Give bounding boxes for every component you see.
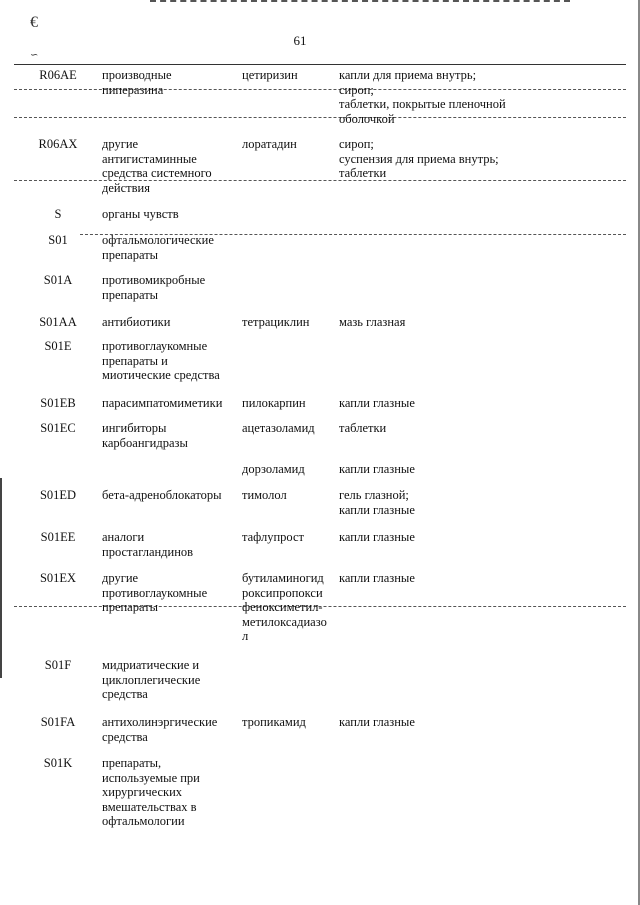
drug-name-cell (242, 273, 339, 302)
drug-name-cell (242, 97, 339, 126)
drug-name-cell (242, 396, 339, 411)
atc-code: S01EC (40, 421, 76, 435)
dosage-form-cell (339, 715, 624, 744)
atc-code-cell (16, 233, 100, 262)
atc-code: S01EB (40, 396, 76, 410)
drug-name-cell (242, 68, 339, 97)
group-name: миотические средства (102, 368, 220, 383)
group-name: офтальмологические (102, 233, 214, 247)
dosage-form-cell (339, 339, 624, 383)
drug-name-cell (242, 233, 339, 262)
table-row (16, 97, 624, 126)
group-name: препараты (102, 287, 159, 302)
dosage-form: капли глазные (339, 396, 415, 410)
dosage-form: сироп; (339, 137, 374, 151)
drug-name-cell (242, 207, 339, 222)
atc-code-cell (16, 571, 100, 644)
atc-code-cell (16, 207, 100, 222)
table-row (16, 571, 624, 644)
group-name-cell (100, 339, 242, 383)
drug-name-cell (242, 571, 339, 644)
group-name-cell (100, 530, 242, 559)
scan-mark: ∽ (30, 50, 39, 61)
group-name: антихолинэргические (102, 715, 218, 729)
dosage-form-cell (339, 137, 624, 195)
table-row (16, 207, 624, 222)
dosage-form: капли глазные (339, 530, 415, 544)
drug-name: бутиламиногид (242, 571, 324, 585)
group-name: органы чувств (102, 207, 179, 221)
dosage-form: капли глазные (339, 462, 415, 476)
atc-code: S01F (44, 658, 72, 672)
atc-code-cell (16, 756, 100, 829)
atc-code-cell (16, 97, 100, 126)
group-name: препараты (102, 600, 159, 615)
drug-name: тропикамид (242, 715, 306, 729)
dosage-form: сироп; (339, 82, 374, 97)
group-name: карбоангидразы (102, 435, 188, 450)
table-row (16, 530, 624, 559)
dosage-form-cell (339, 273, 624, 302)
drug-name: тетрациклин (242, 315, 310, 329)
atc-code: R06AE (39, 68, 77, 82)
group-name: средства (102, 687, 148, 702)
group-name: препараты (102, 247, 159, 262)
group-name: препараты, (102, 756, 162, 770)
drug-name: дорзоламид (242, 462, 305, 476)
atc-code-cell (16, 68, 100, 97)
group-name: противоглаукомные (102, 339, 208, 353)
dosage-form-cell (339, 207, 624, 222)
group-name: парасимпатомиметики (102, 396, 223, 410)
atc-code: S01EE (40, 530, 76, 544)
drug-name-cell (242, 137, 339, 195)
group-name: антигистаминные (102, 151, 197, 166)
atc-code: S01A (43, 273, 73, 287)
dosage-form-cell (339, 756, 624, 829)
drug-name: роксипропокси (242, 585, 323, 600)
group-name: простагландинов (102, 544, 194, 559)
table-row (16, 68, 624, 97)
drug-name-cell (242, 339, 339, 383)
dosage-form-cell (339, 68, 624, 97)
group-name-cell (100, 315, 242, 330)
page-number: 61 (293, 33, 307, 48)
table-row (16, 396, 624, 411)
group-name: действия (102, 180, 150, 195)
atc-code-cell (16, 137, 100, 195)
drug-name: тафлупрост (242, 530, 304, 544)
group-name: антибиотики (102, 315, 171, 329)
table-row (16, 421, 624, 450)
dosage-form: капли глазные (339, 715, 415, 729)
table-row (16, 488, 624, 517)
group-name: бета-адреноблокаторы (102, 488, 222, 502)
group-name-cell (100, 462, 242, 477)
atc-code: S01E (44, 339, 72, 353)
group-name: другие (102, 571, 139, 585)
dosage-form: таблетки (339, 421, 387, 435)
table-row (16, 137, 624, 195)
group-name-cell (100, 715, 242, 744)
atc-code: R06AX (38, 137, 78, 151)
group-name: средства (102, 729, 148, 744)
atc-code-cell (16, 339, 100, 383)
dosage-form: капли для приема внутрь; (339, 68, 477, 82)
group-name-cell (100, 756, 242, 829)
group-name-cell (100, 396, 242, 411)
atc-code-cell (16, 315, 100, 330)
table-row (16, 273, 624, 302)
dosage-form-cell (339, 530, 624, 559)
scan-noise-top (150, 0, 570, 4)
table-row (16, 756, 624, 829)
atc-code-cell (16, 715, 100, 744)
atc-code: S01K (43, 756, 73, 770)
group-name-cell (100, 421, 242, 450)
dosage-form: таблетки, покрытые пленочной (339, 97, 506, 111)
scan-mark: € (30, 14, 38, 31)
drug-name: феноксиметил- (242, 600, 323, 615)
dosage-form: капли глазные (339, 571, 415, 585)
group-name: средства системного (102, 166, 212, 181)
group-name: используемые при (102, 770, 200, 785)
dosage-form-cell (339, 233, 624, 262)
dosage-form-cell (339, 315, 624, 330)
group-name-cell (100, 207, 242, 222)
drug-name: тимолол (242, 488, 287, 502)
table-row (16, 658, 624, 702)
group-name: противомикробные (102, 273, 206, 287)
drug-name: цетиризин (242, 68, 298, 82)
atc-code: S01 (48, 233, 68, 247)
dosage-form-cell (339, 488, 624, 517)
drug-name: лоратадин (242, 137, 297, 151)
group-name: другие (102, 137, 139, 151)
table-row (16, 233, 624, 262)
drug-name-cell (242, 756, 339, 829)
group-name: производные (102, 68, 172, 82)
group-name: ингибиторы (102, 421, 167, 435)
dosage-form-cell (339, 571, 624, 644)
drug-name: метилоксадиазо (242, 614, 327, 629)
table-row (16, 462, 624, 477)
group-name-cell (100, 137, 242, 195)
drug-name-cell (242, 715, 339, 744)
table-row (16, 339, 624, 383)
atc-code: S01EX (39, 571, 77, 585)
group-name-cell (100, 658, 242, 702)
table-top-rule (14, 64, 626, 65)
dosage-form-cell (339, 658, 624, 702)
group-name: препараты и (102, 353, 168, 368)
dosage-form: гель глазной; (339, 488, 409, 502)
atc-code: S01AA (39, 315, 77, 329)
atc-code: S (54, 207, 62, 221)
drug-name-cell (242, 488, 339, 517)
drug-name: л (242, 629, 249, 644)
scan-edge-left (0, 478, 2, 678)
group-name-cell (100, 97, 242, 126)
group-name-cell (100, 571, 242, 644)
atc-code-cell (16, 462, 100, 477)
group-name-cell (100, 488, 242, 517)
dosage-form-cell (339, 97, 624, 126)
atc-code: S01ED (39, 488, 77, 502)
atc-code-cell (16, 488, 100, 517)
group-name: офтальмологии (102, 814, 185, 829)
group-name: пиперазина (102, 82, 164, 97)
dosage-form-cell (339, 462, 624, 477)
atc-code-cell (16, 396, 100, 411)
group-name: аналоги (102, 530, 145, 544)
drug-name-cell (242, 530, 339, 559)
dosage-form: суспензия для приема внутрь; (339, 151, 499, 166)
group-name: циклоплегические (102, 672, 201, 687)
group-name-cell (100, 273, 242, 302)
group-name: хирургических (102, 785, 183, 800)
table-row (16, 315, 624, 330)
atc-code-cell (16, 421, 100, 450)
group-name: противоглаукомные (102, 585, 208, 600)
dosage-form: капли глазные (339, 502, 415, 517)
drug-name-cell (242, 658, 339, 702)
dosage-form-cell (339, 421, 624, 450)
atc-code: S01FA (40, 715, 76, 729)
dosage-form: оболочкой (339, 111, 395, 126)
drug-name-cell (242, 315, 339, 330)
table-row (16, 715, 624, 744)
group-name-cell (100, 68, 242, 97)
dosage-form-cell (339, 396, 624, 411)
dosage-form: мазь глазная (339, 315, 406, 329)
drug-name-cell (242, 462, 339, 477)
drug-name: ацетазоламид (242, 421, 315, 435)
atc-code-cell (16, 658, 100, 702)
atc-code-cell (16, 273, 100, 302)
atc-code-cell (16, 530, 100, 559)
group-name: вмешательствах в (102, 799, 197, 814)
dosage-form: таблетки (339, 166, 387, 181)
group-name-cell (100, 233, 242, 262)
drug-name: пилокарпин (242, 396, 306, 410)
drug-name-cell (242, 421, 339, 450)
group-name: мидриатические и (102, 658, 200, 672)
